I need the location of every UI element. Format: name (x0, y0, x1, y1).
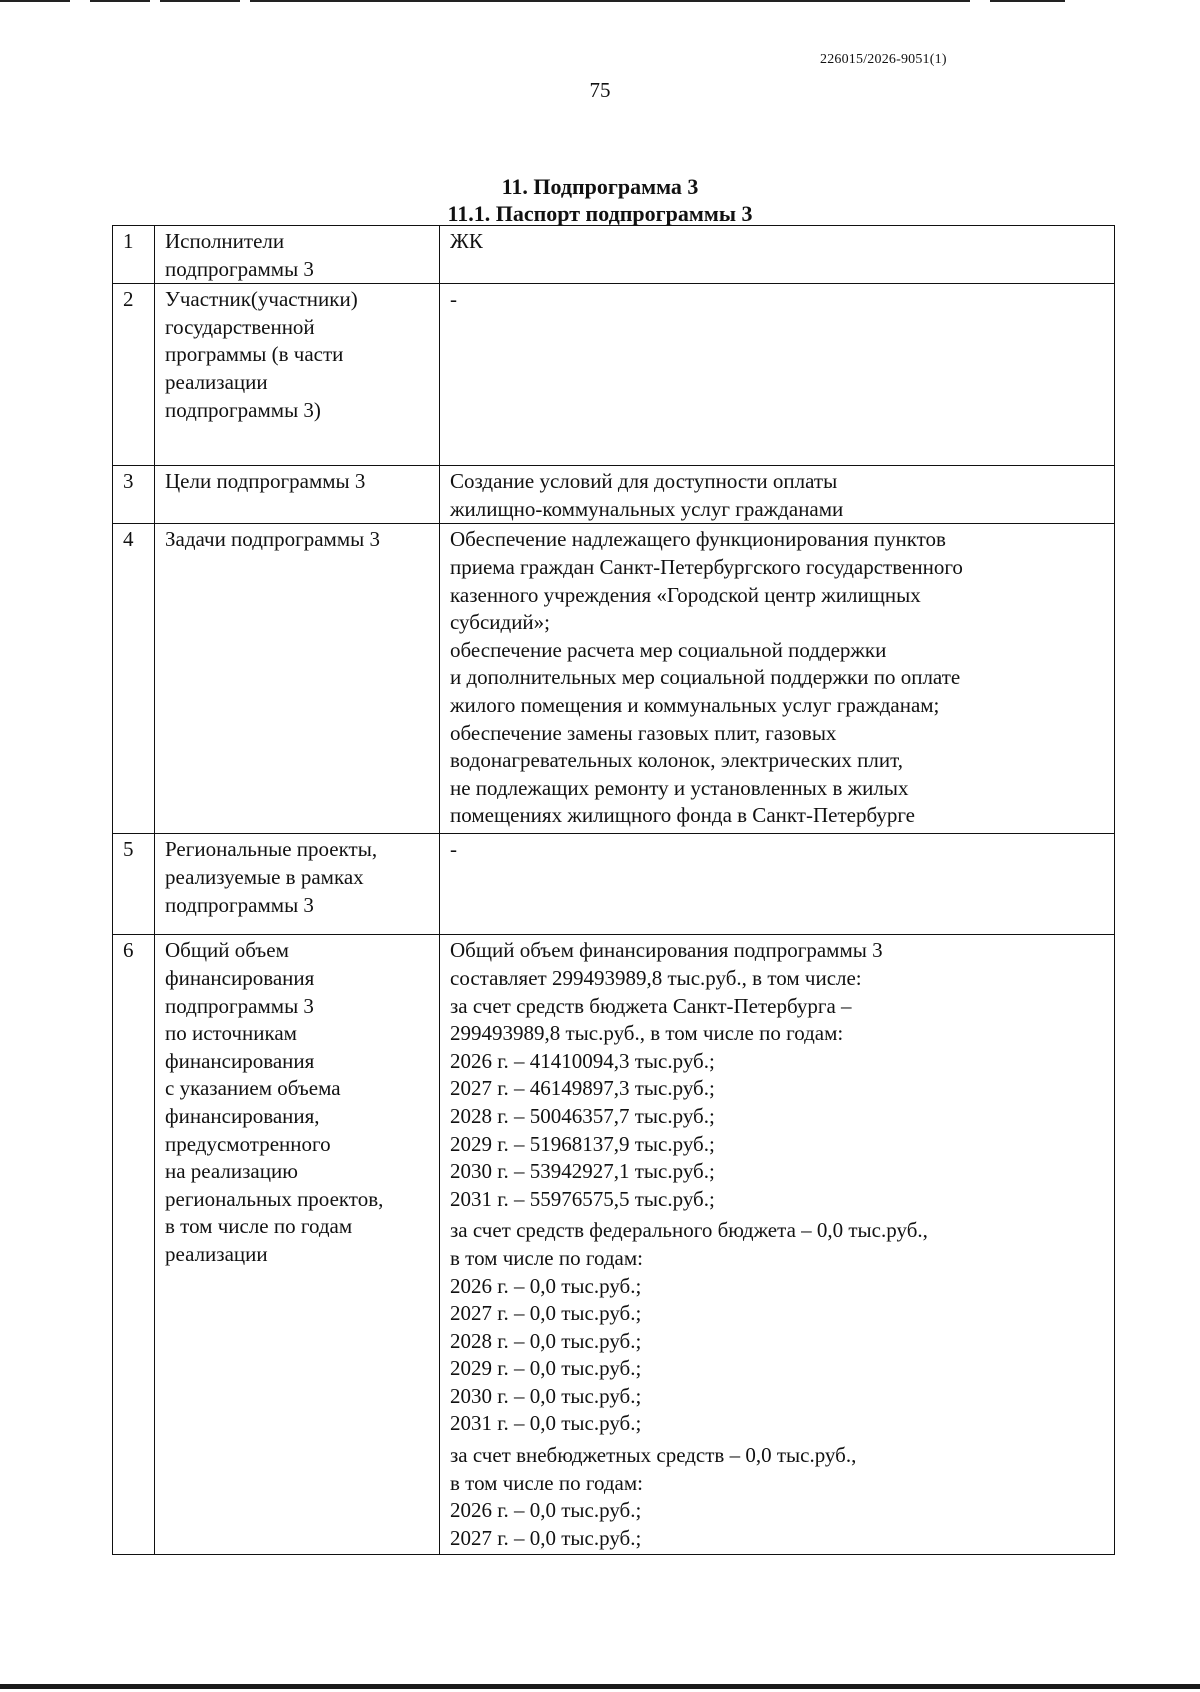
row-value (440, 226, 1115, 284)
label-line: Исполнители (165, 229, 285, 253)
row-label (155, 935, 440, 1555)
value-line: в том числе по годам: (450, 1470, 643, 1495)
row-number: 1 (113, 226, 155, 284)
value-line: 299493989,8 тыс.руб., в том числе по годам: (450, 1021, 844, 1046)
row-value (440, 935, 1115, 1555)
row-number: 6 (113, 935, 155, 1555)
value-line: Общий объем финансирования подпрограммы 3 (450, 938, 883, 963)
table-row (113, 284, 1115, 466)
row-number: 3 (113, 466, 155, 524)
subsection-title: 11.1. Паспорт подпрограммы 3 (447, 201, 753, 226)
label-line: финансирования (165, 965, 315, 990)
value-line: Создание условий для доступности оплаты (450, 469, 838, 494)
value-line: не подлежащих ремонту и установленных в жилых (450, 775, 909, 800)
label-line: подпрограммы 3 (165, 993, 314, 1018)
label-line: на реализацию (165, 1159, 298, 1184)
value-line: приема граждан Санкт-Петербургского государственного (450, 554, 963, 579)
table-row (113, 524, 1115, 834)
scan-edge-top (0, 0, 1200, 2)
row-number: 2 (113, 284, 155, 466)
value-line: 2028 г. – 0,0 тыс.руб.; (450, 1328, 642, 1353)
label-line: в том числе по годам (165, 1214, 353, 1239)
row-value (440, 834, 1115, 935)
label-line: по источникам (165, 1021, 297, 1046)
value-line: жилищно-коммунальных услуг гражданами (450, 496, 844, 521)
value-line: - (450, 837, 457, 862)
row-number: 4 (113, 524, 155, 834)
row-label (155, 524, 440, 834)
value-line: за счет средств бюджета Санкт-Петербурга – (450, 993, 852, 1018)
label-line: финансирования (165, 1048, 315, 1073)
value-line: ЖК (450, 229, 483, 253)
row-value (440, 466, 1115, 524)
value-line: казенного учреждения «Городской центр жилищных (450, 582, 921, 607)
value-line: 2026 г. – 41410094,3 тыс.руб.; (450, 1048, 715, 1073)
value-line: помещениях жилищного фонда в Санкт-Петербурге (450, 803, 915, 828)
value-line: - (450, 287, 457, 312)
label-line: подпрограммы 3 (165, 892, 314, 917)
label-line: финансирования, (165, 1103, 320, 1128)
row-number: 5 (113, 834, 155, 935)
value-line: обеспечение замены газовых плит, газовых (450, 720, 837, 745)
label-line: программы (в части (165, 342, 344, 367)
page-number: 75 (589, 78, 611, 102)
label-line: Участник(участники) (165, 287, 358, 312)
label-line: Задачи подпрограммы 3 (165, 527, 380, 552)
label-line: реализации (165, 369, 268, 394)
value-line: 2029 г. – 51968137,9 тыс.руб.; (450, 1131, 715, 1156)
table-row (113, 834, 1115, 935)
label-line: реализуемые в рамках (165, 864, 364, 889)
value-line: 2031 г. – 55976575,5 тыс.руб.; (450, 1186, 715, 1211)
table-row (113, 466, 1115, 524)
value-line: 2028 г. – 50046357,7 тыс.руб.; (450, 1103, 715, 1128)
label-line: с указанием объема (165, 1076, 341, 1101)
row-value (440, 284, 1115, 466)
label-line: Цели подпрограммы 3 (165, 469, 366, 494)
passport-table (112, 225, 1115, 1555)
value-line: обеспечение расчета мер социальной поддержки (450, 637, 887, 662)
value-line: 2026 г. – 0,0 тыс.руб.; (450, 1273, 642, 1298)
value-line: жилого помещения и коммунальных услуг гражданам; (450, 692, 940, 717)
value-line: водонагревательных колонок, электрических плит, (450, 748, 903, 773)
value-line: за счет средств федерального бюджета – 0,0 тыс.руб., (450, 1218, 928, 1243)
label-line: подпрограммы 3 (165, 256, 314, 281)
label-line: Региональные проекты, (165, 837, 378, 862)
label-line: реализации (165, 1241, 268, 1266)
value-line: 2026 г. – 0,0 тыс.руб.; (450, 1498, 642, 1523)
value-line: 2027 г. – 0,0 тыс.руб.; (450, 1301, 642, 1326)
scan-edge-bottom (0, 1684, 1200, 1689)
section-title: 11. Подпрограмма 3 (501, 174, 699, 199)
row-label (155, 284, 440, 466)
row-value (440, 524, 1115, 834)
row-label (155, 466, 440, 524)
label-line: региональных проектов, (165, 1186, 384, 1211)
value-line: в том числе по годам: (450, 1245, 643, 1270)
row-label (155, 834, 440, 935)
label-line: государственной (165, 314, 315, 339)
value-line: за счет внебюджетных средств – 0,0 тыс.руб., (450, 1443, 857, 1468)
document-id: 226015/2026-9051(1) (820, 52, 947, 67)
value-line: 2030 г. – 0,0 тыс.руб.; (450, 1383, 642, 1408)
value-line: составляет 299493989,8 тыс.руб., в том числе: (450, 965, 862, 990)
value-line: субсидий»; (450, 610, 551, 635)
table-row (113, 226, 1115, 284)
value-line: 2030 г. – 53942927,1 тыс.руб.; (450, 1159, 715, 1184)
value-line: 2027 г. – 0,0 тыс.руб.; (450, 1525, 642, 1550)
value-line: Обеспечение надлежащего функционирования пунктов (450, 527, 946, 552)
table-row (113, 935, 1115, 1555)
label-line: предусмотренного (165, 1131, 331, 1156)
label-line: Общий объем (165, 938, 289, 963)
value-line: 2029 г. – 0,0 тыс.руб.; (450, 1356, 642, 1381)
label-line: подпрограммы 3) (165, 397, 321, 422)
value-line: 2031 г. – 0,0 тыс.руб.; (450, 1411, 642, 1436)
value-line: и дополнительных мер социальной поддержки по оплате (450, 665, 961, 690)
value-line: 2027 г. – 46149897,3 тыс.руб.; (450, 1076, 715, 1101)
row-label (155, 226, 440, 284)
